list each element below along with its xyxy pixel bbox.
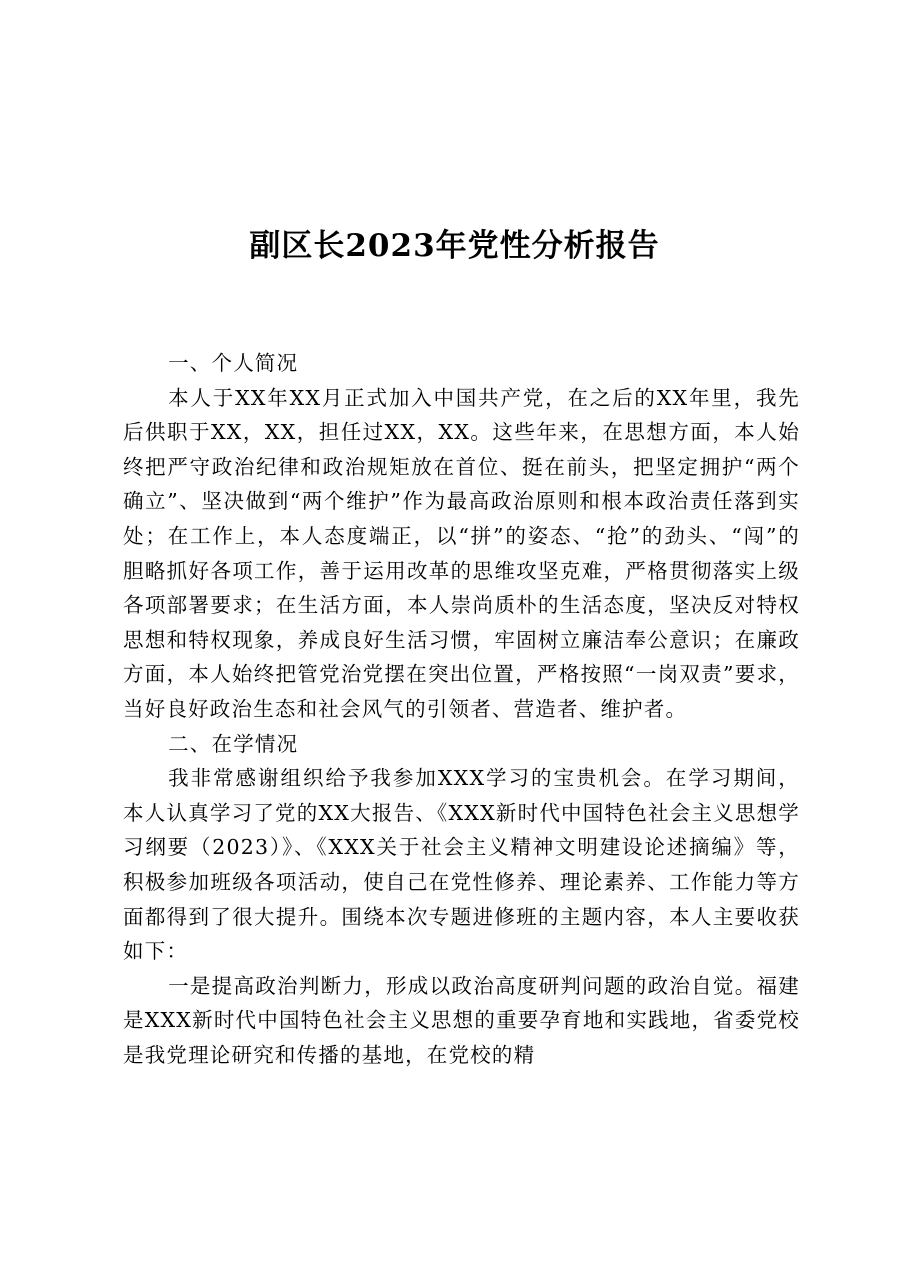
document-body xyxy=(123,346,800,1072)
section-heading-study-status: 二、在学情况 xyxy=(168,731,299,756)
paragraph-study-point-one: 一是提高政治判断力，形成以政治高度研判问题的政治自觉。福建是XXX新时代中国特色社会主义思想的重要孕育地和实践地，省委党校是我党理论研究和传播的基地，在党校的精 xyxy=(123,973,800,1067)
paragraph-personal-profile: 本人于XX年XX月正式加入中国共产党，在之后的XX年里，我先后供职于XX，XX，担任过XX，XX。这些年来，在思想方面，本人始终把严守政治纪律和政治规矩放在首位、挺在前头，把坚定拥护“两个确立”、坚决做到“两个维护”作为最高政治原则和根本政治责任落到实处；在工作上，本人态度端正，以“拼”的姿态、“抢”的劲头、“闯”的胆略抓好各项工作，善于运用改革的思维攻坚克难，严格贯彻落实上级各项部署要求；在生活方面，本人崇尚质朴的生活态度，坚决反对特权思想和特权现象，养成良好生活习惯，牢固树立廉洁奉公意识；在廉政方面，本人始终把管党治党摆在突出位置，严格按照“一岗双责”要求，当好良好政治生态和社会风气的引领者、营造者、维护者。 xyxy=(123,385,800,721)
section-heading-personal-profile: 一、个人简况 xyxy=(168,351,299,375)
document-title: 副区长2023年党性分析报告 xyxy=(249,228,660,264)
paragraph-study-intro: 我非常感谢组织给予我参加XXX学习的宝贵机会。在学习期间，本人认真学习了党的XX大报告、《XXX新时代中国特色社会主义思想学习纲要（2023）》、《XXX关于社会主义精神文明建设论述摘编》等，积极参加班级各项活动，使自己在党性修养、理论素养、工作能力等方面都得到了很大提升。围绕本次专题进修班的主题内容，本人主要收获如下： xyxy=(123,766,800,964)
